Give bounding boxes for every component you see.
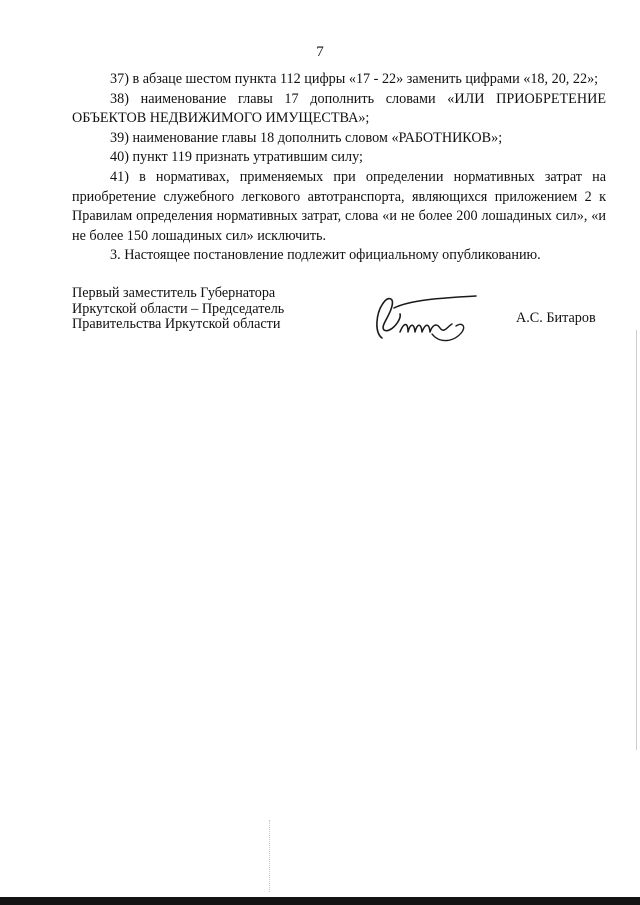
signer-position-line: Первый заместитель Губернатора xyxy=(72,285,276,301)
document-body xyxy=(72,70,606,266)
paragraph-41: 41) в нормативах, применяемых при определении нормативных затрат на приобретение служебного легкового автотранспорта, являющихся приложением 2 к Правилам определения нормативных затрат, слова «и не более 200 лошадиных сил», «и не более 150 лошадиных сил» исключить. xyxy=(72,168,606,244)
signer-position-line: Правительства Иркутской области xyxy=(72,316,281,332)
signer-position-line: Иркутской области – Председатель xyxy=(72,300,285,317)
scan-edge-line xyxy=(636,330,637,750)
signature-block xyxy=(72,286,606,356)
paragraph-3-publication: 3. Настоящее постановление подлежит официальному опубликованию. xyxy=(110,247,541,264)
signer-name: А.С. Битаров xyxy=(516,310,596,326)
scan-artifact-dots xyxy=(269,820,271,892)
paragraph-38: 38) наименование главы 17 дополнить словами «ИЛИ ПРИОБРЕТЕНИЕ ОБЪЕКТОВ НЕДВИЖИМОГО ИМУЩЕСТВА»; xyxy=(72,90,606,127)
paragraph-37: 37) в абзаце шестом пункта 112 цифры «17 - 22» заменить цифрами «18, 20, 22»; xyxy=(110,71,599,87)
paragraph-39: 39) наименование главы 18 дополнить словом «РАБОТНИКОВ»; xyxy=(110,129,503,146)
signer-position xyxy=(72,286,284,333)
paragraph-40: 40) пункт 119 признать утратившим силу; xyxy=(110,149,363,166)
page-number: 7 xyxy=(316,44,324,60)
handwritten-signature xyxy=(370,292,492,348)
scan-bottom-border xyxy=(0,897,640,905)
